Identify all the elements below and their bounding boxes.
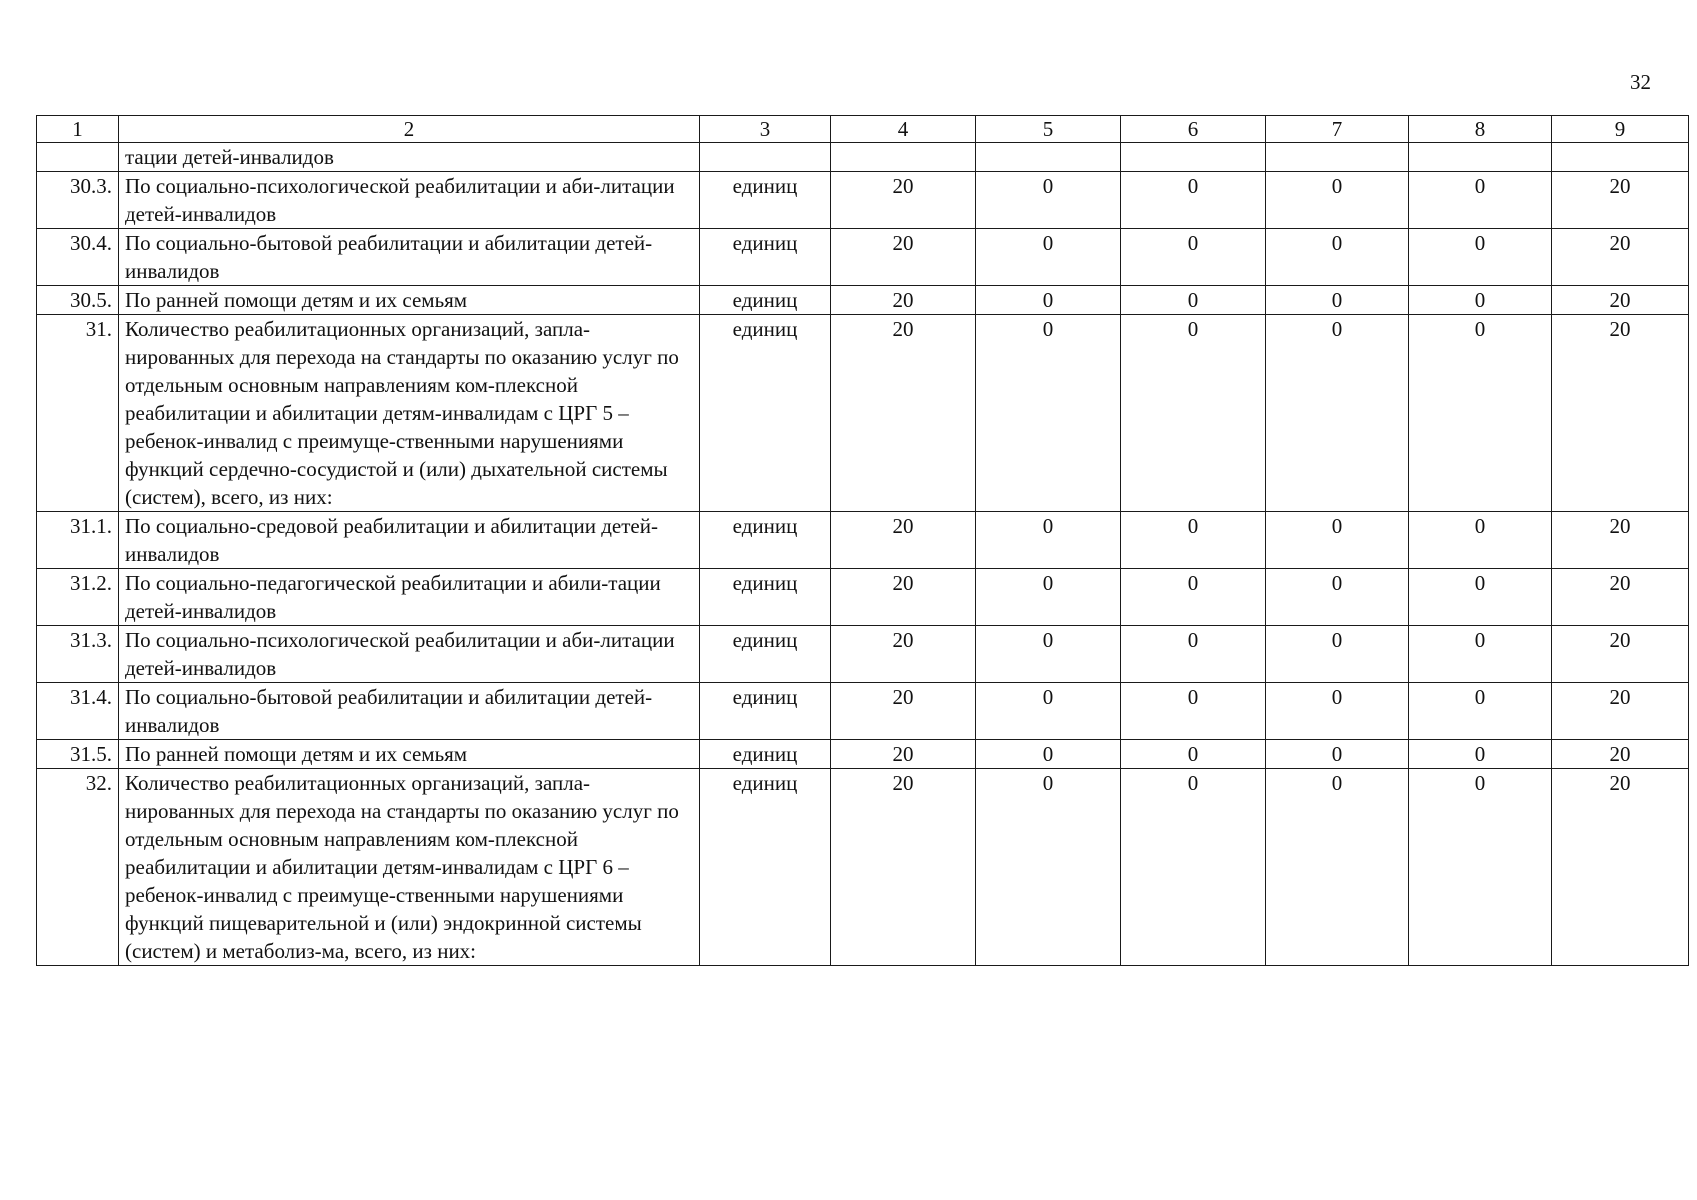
row-number: 30.3. bbox=[37, 172, 119, 229]
row-value-col7: 0 bbox=[1266, 172, 1409, 229]
row-value-col7: 0 bbox=[1266, 626, 1409, 683]
table-row bbox=[37, 769, 1689, 966]
row-value-col7 bbox=[1266, 143, 1409, 172]
row-value-col9: 20 bbox=[1552, 740, 1689, 769]
table-row bbox=[37, 626, 1689, 683]
row-value-col7: 0 bbox=[1266, 740, 1409, 769]
row-indicator: По ранней помощи детям и их семьям bbox=[119, 740, 700, 769]
row-value-col4: 20 bbox=[831, 512, 976, 569]
row-value-col8: 0 bbox=[1409, 740, 1552, 769]
row-indicator: тации детей-инвалидов bbox=[119, 143, 700, 172]
column-header: 2 bbox=[119, 116, 700, 143]
row-value-col6: 0 bbox=[1121, 512, 1266, 569]
row-value-col7: 0 bbox=[1266, 569, 1409, 626]
row-number: 31. bbox=[37, 315, 119, 512]
row-number: 30.5. bbox=[37, 286, 119, 315]
row-indicator: По социально-педагогической реабилитации и абили-тации детей-инвалидов bbox=[119, 569, 700, 626]
table-row bbox=[37, 683, 1689, 740]
row-value-col5: 0 bbox=[976, 569, 1121, 626]
row-number: 30.4. bbox=[37, 229, 119, 286]
row-value-col6: 0 bbox=[1121, 683, 1266, 740]
row-value-col4: 20 bbox=[831, 286, 976, 315]
header-row bbox=[37, 116, 1689, 143]
column-header: 6 bbox=[1121, 116, 1266, 143]
row-value-col4: 20 bbox=[831, 769, 976, 966]
row-value-col5: 0 bbox=[976, 512, 1121, 569]
row-value-col7: 0 bbox=[1266, 229, 1409, 286]
row-value-col6 bbox=[1121, 143, 1266, 172]
row-number: 31.2. bbox=[37, 569, 119, 626]
row-unit: единиц bbox=[700, 769, 831, 966]
row-value-col4: 20 bbox=[831, 626, 976, 683]
row-indicator: По социально-бытовой реабилитации и абилитации детей-инвалидов bbox=[119, 683, 700, 740]
row-indicator: По социально-психологической реабилитации и аби-литации детей-инвалидов bbox=[119, 626, 700, 683]
table-body bbox=[37, 143, 1689, 966]
row-value-col8: 0 bbox=[1409, 683, 1552, 740]
row-unit: единиц bbox=[700, 172, 831, 229]
row-value-col5 bbox=[976, 143, 1121, 172]
table-row bbox=[37, 315, 1689, 512]
row-value-col7: 0 bbox=[1266, 286, 1409, 315]
row-value-col8: 0 bbox=[1409, 626, 1552, 683]
column-header: 3 bbox=[700, 116, 831, 143]
row-value-col9: 20 bbox=[1552, 172, 1689, 229]
row-value-col7: 0 bbox=[1266, 683, 1409, 740]
column-header: 7 bbox=[1266, 116, 1409, 143]
row-indicator: По социально-средовой реабилитации и абилитации детей-инвалидов bbox=[119, 512, 700, 569]
row-indicator: По социально-психологической реабилитации и аби-литации детей-инвалидов bbox=[119, 172, 700, 229]
table-row bbox=[37, 143, 1689, 172]
row-value-col7: 0 bbox=[1266, 512, 1409, 569]
row-unit: единиц bbox=[700, 683, 831, 740]
row-value-col4: 20 bbox=[831, 229, 976, 286]
row-unit: единиц bbox=[700, 740, 831, 769]
table-row bbox=[37, 569, 1689, 626]
row-value-col8: 0 bbox=[1409, 315, 1552, 512]
row-value-col4: 20 bbox=[831, 740, 976, 769]
row-number: 31.3. bbox=[37, 626, 119, 683]
row-value-col8: 0 bbox=[1409, 229, 1552, 286]
table-row bbox=[37, 172, 1689, 229]
row-value-col9: 20 bbox=[1552, 286, 1689, 315]
row-value-col6: 0 bbox=[1121, 229, 1266, 286]
row-number: 32. bbox=[37, 769, 119, 966]
row-value-col8: 0 bbox=[1409, 569, 1552, 626]
table-row bbox=[37, 286, 1689, 315]
row-indicator: По ранней помощи детям и их семьям bbox=[119, 286, 700, 315]
row-value-col5: 0 bbox=[976, 740, 1121, 769]
row-value-col5: 0 bbox=[976, 229, 1121, 286]
row-value-col8: 0 bbox=[1409, 286, 1552, 315]
row-value-col6: 0 bbox=[1121, 286, 1266, 315]
row-value-col5: 0 bbox=[976, 683, 1121, 740]
row-value-col8: 0 bbox=[1409, 172, 1552, 229]
page-number: 32 bbox=[1630, 70, 1651, 94]
row-value-col8: 0 bbox=[1409, 512, 1552, 569]
row-unit: единиц bbox=[700, 626, 831, 683]
row-value-col9: 20 bbox=[1552, 512, 1689, 569]
row-number bbox=[37, 143, 119, 172]
column-header: 5 bbox=[976, 116, 1121, 143]
row-value-col9: 20 bbox=[1552, 626, 1689, 683]
row-value-col9: 20 bbox=[1552, 569, 1689, 626]
row-number: 31.4. bbox=[37, 683, 119, 740]
row-value-col4: 20 bbox=[831, 683, 976, 740]
row-value-col9: 20 bbox=[1552, 769, 1689, 966]
column-header: 9 bbox=[1552, 116, 1689, 143]
row-value-col6: 0 bbox=[1121, 626, 1266, 683]
row-value-col7: 0 bbox=[1266, 315, 1409, 512]
row-value-col6: 0 bbox=[1121, 315, 1266, 512]
row-number: 31.1. bbox=[37, 512, 119, 569]
row-value-col6: 0 bbox=[1121, 569, 1266, 626]
row-value-col5: 0 bbox=[976, 315, 1121, 512]
row-value-col5: 0 bbox=[976, 172, 1121, 229]
table-row bbox=[37, 740, 1689, 769]
column-header: 8 bbox=[1409, 116, 1552, 143]
row-value-col9: 20 bbox=[1552, 229, 1689, 286]
row-indicator: Количество реабилитационных организаций, запла-нированных для перехода на стандарты по оказанию услуг по отдельным основным направлениям ком-плексной реабилитации и абилитации детям-инвалидам с ЦРГ 5 – ребенок-инвалид с преимуще-ственными нарушениями функций сердечно-сосудистой и (или) дыхательной системы (систем), всего, из них: bbox=[119, 315, 700, 512]
row-number: 31.5. bbox=[37, 740, 119, 769]
row-value-col5: 0 bbox=[976, 286, 1121, 315]
row-indicator: По социально-бытовой реабилитации и абилитации детей-инвалидов bbox=[119, 229, 700, 286]
row-value-col8 bbox=[1409, 143, 1552, 172]
row-value-col5: 0 bbox=[976, 626, 1121, 683]
column-header: 4 bbox=[831, 116, 976, 143]
row-value-col9: 20 bbox=[1552, 683, 1689, 740]
row-unit: единиц bbox=[700, 569, 831, 626]
row-indicator: Количество реабилитационных организаций, запла-нированных для перехода на стандарты по оказанию услуг по отдельным основным направлениям ком-плексной реабилитации и абилитации детям-инвалидам с ЦРГ 6 – ребенок-инвалид с преимуще-ственными нарушениями функций пищеварительной и (или) эндокринной системы (систем) и метаболиз-ма, всего, из них: bbox=[119, 769, 700, 966]
column-header: 1 bbox=[37, 116, 119, 143]
row-value-col8: 0 bbox=[1409, 769, 1552, 966]
row-value-col6: 0 bbox=[1121, 769, 1266, 966]
row-value-col5: 0 bbox=[976, 769, 1121, 966]
row-unit: единиц bbox=[700, 286, 831, 315]
row-unit: единиц bbox=[700, 512, 831, 569]
row-value-col9: 20 bbox=[1552, 315, 1689, 512]
row-value-col7: 0 bbox=[1266, 769, 1409, 966]
data-table bbox=[36, 115, 1689, 966]
row-unit: единиц bbox=[700, 229, 831, 286]
row-value-col4: 20 bbox=[831, 569, 976, 626]
row-value-col6: 0 bbox=[1121, 172, 1266, 229]
table-row bbox=[37, 229, 1689, 286]
row-unit bbox=[700, 143, 831, 172]
row-value-col4: 20 bbox=[831, 315, 976, 512]
row-value-col9 bbox=[1552, 143, 1689, 172]
row-value-col4 bbox=[831, 143, 976, 172]
row-unit: единиц bbox=[700, 315, 831, 512]
row-value-col4: 20 bbox=[831, 172, 976, 229]
table-row bbox=[37, 512, 1689, 569]
row-value-col6: 0 bbox=[1121, 740, 1266, 769]
